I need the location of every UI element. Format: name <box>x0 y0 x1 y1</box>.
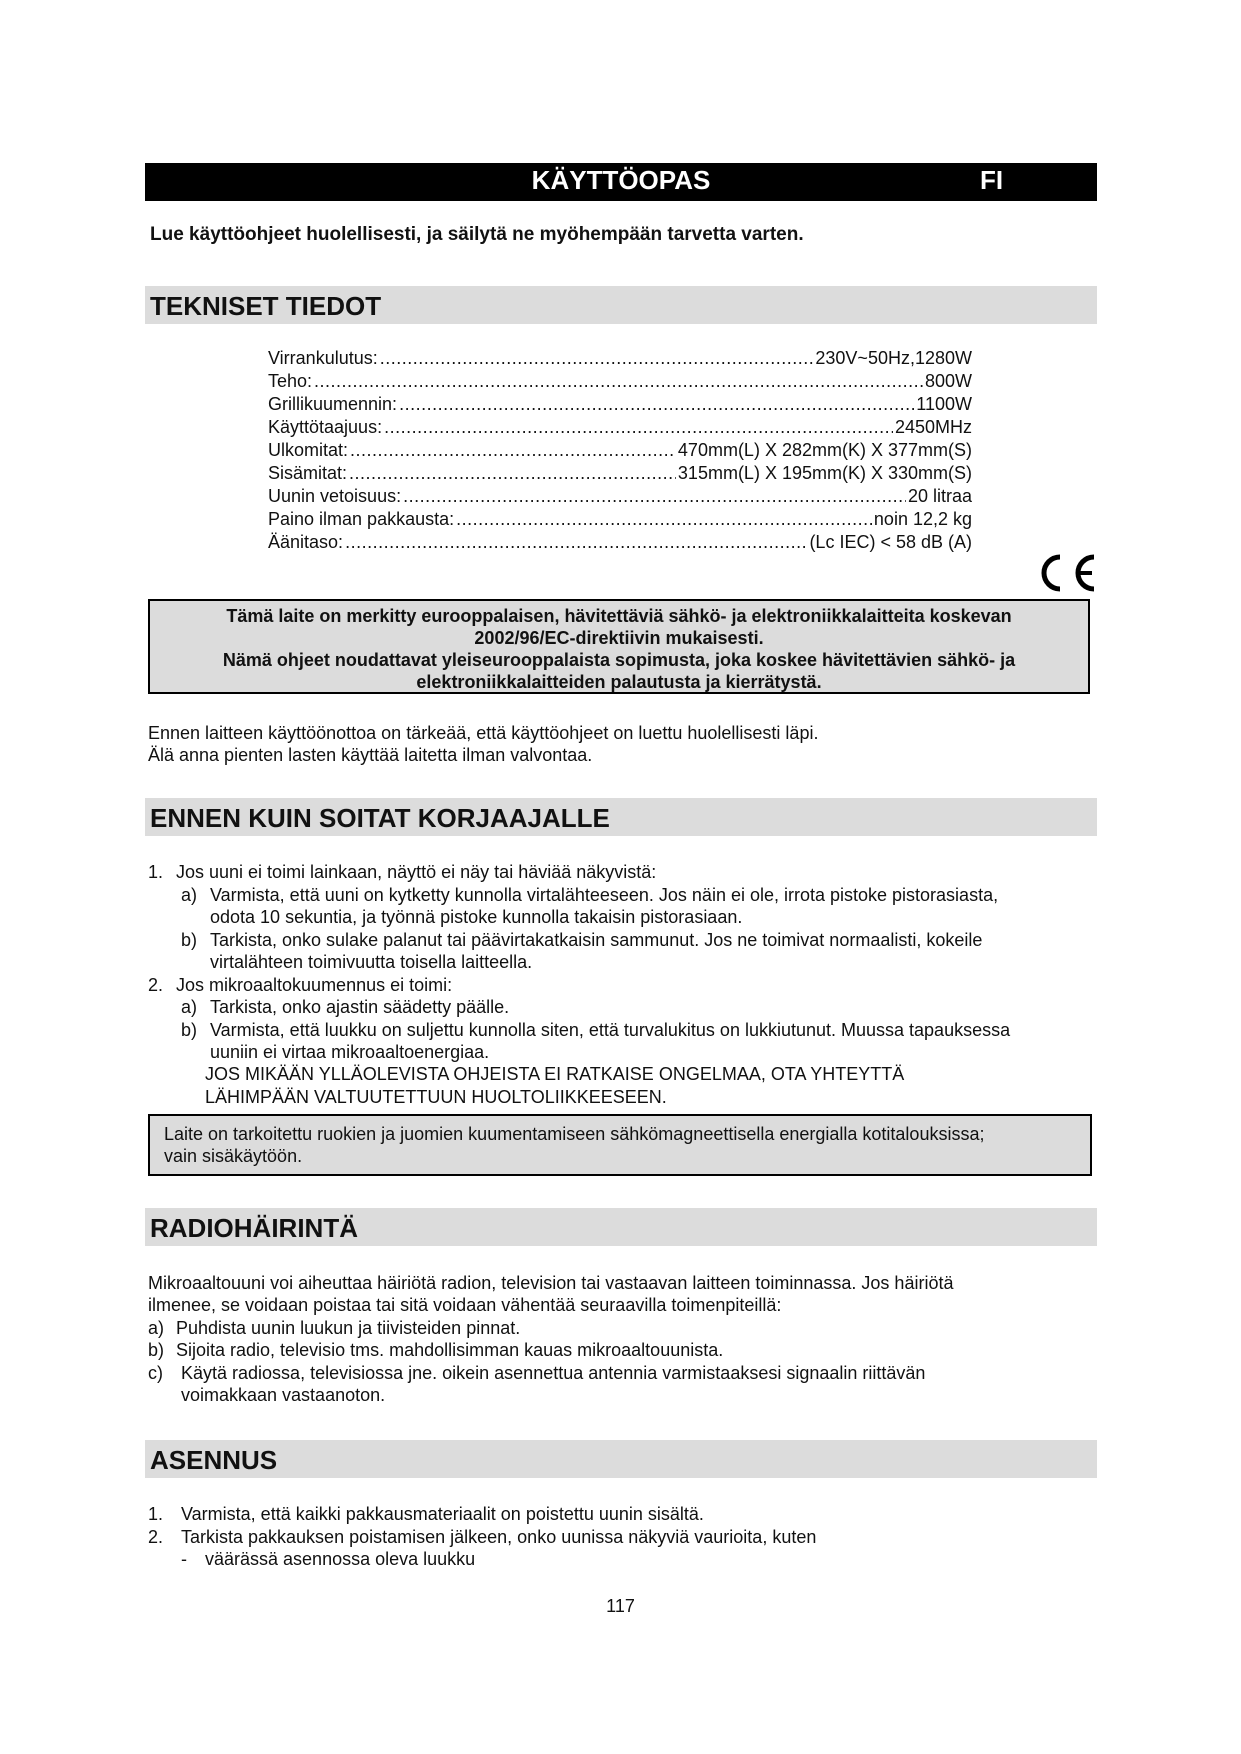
intro-text: Lue käyttöohjeet huolellisesti, ja säilytä ne myöhempään tarvetta varten. <box>150 224 804 245</box>
title-bar <box>145 163 1097 201</box>
section-header-install <box>145 1440 1097 1478</box>
section-title: ASENNUS <box>150 1445 278 1475</box>
install-item-2-text: Tarkista pakkauksen poistamisen jälkeen, onko uunissa näkyviä vaurioita, kuten <box>181 1527 817 1547</box>
repair-item-2b-line: Varmista, että luukku on suljettu kunnolla siten, että turvalukitus on lukkiutunut. Muussa tapauksessa <box>210 1020 1011 1040</box>
section-title: ENNEN KUIN SOITAT KORJAAJALLE <box>150 803 610 833</box>
section-title: TEKNISET TIEDOT <box>150 291 382 321</box>
household-line: Laite on tarkoitettu ruokien ja juomien kuumentamiseen sähkömagneettisella energialla kotitalouksissa; <box>164 1124 985 1144</box>
radio-item-b-text: Sijoita radio, televisio tms. mahdollisimman kauas mikroaaltouunista. <box>176 1340 724 1360</box>
section-header-tech <box>145 286 1097 324</box>
radio-item-a-letter: a) <box>148 1318 165 1338</box>
repair-item-1a-line: Varmista, että uuni on kytketty kunnolla virtalähteeseen. Jos näin ei ole, irrota pistoke pistorasiasta, <box>210 885 999 905</box>
notice-line: Tämä laite on merkitty eurooppalaisen, hävitettäviä sähkö- ja elektroniikkalaitteita koskevan <box>226 606 1012 626</box>
repair-item-1b-line: virtalähteen toimivuutta toisella laitteella. <box>210 952 533 972</box>
install-item-1-number: 1. <box>148 1504 164 1524</box>
spec-row: Sisämitat: ..... 315mm(L) X 195mm(K) X 330mm(S) <box>268 463 972 485</box>
repair-item-1a-line: odota 10 sekuntia, ja työnnä pistoke kunnolla takaisin pistorasiaan. <box>210 907 743 927</box>
ce-mark-icon <box>1030 553 1100 593</box>
household-use-box <box>148 1114 1092 1176</box>
radio-paragraph-line: Mikroaaltouuni voi aiheuttaa häiriötä radion, television tai vastaavan laitteen toiminnassa. Jos häiriötä <box>148 1273 954 1293</box>
weee-notice-box <box>148 599 1090 694</box>
install-sub-text: väärässä asennossa oleva luukku <box>205 1549 476 1569</box>
section-title: RADIOHÄIRINTÄ <box>150 1213 358 1243</box>
page-number: 117 <box>606 1596 635 1616</box>
radio-item-c-line: Käytä radiossa, televisiossa jne. oikein asennettua antennia varmistaaksesi signaalin riittävän <box>181 1363 926 1383</box>
repair-item-2a-line: Tarkista, onko ajastin säädetty päälle. <box>210 997 510 1017</box>
spec-row: Ulkomitat: ..... 470mm(L) X 282mm(K) X 377mm(S) <box>268 440 972 462</box>
household-line: vain sisäkäytöön. <box>164 1146 303 1166</box>
install-item-2-number: 2. <box>148 1527 164 1547</box>
radio-item-b-letter: b) <box>148 1340 165 1360</box>
spec-row: Teho: ..... 800W <box>268 371 972 393</box>
radio-item-c-letter: c) <box>148 1363 163 1383</box>
spec-row: Käyttötaajuus: ..... 2450MHz <box>268 417 972 439</box>
spec-row: Uunin vetoisuus: ..... 20 litraa <box>268 486 972 508</box>
spec-row: Virrankulutus: ..... 230V~50Hz,1280W <box>268 348 972 370</box>
repair-item-2-text: Jos mikroaaltokuumennus ei toimi: <box>176 975 453 995</box>
spec-row: Paino ilman pakkausta: ..... noin 12,2 kg <box>268 509 972 531</box>
page-title: KÄYTTÖOPAS <box>531 165 711 195</box>
spec-row: Äänitaso: ..... (Lc IEC) < 58 dB (A) <box>268 532 972 554</box>
spec-row: Grillikuumennin: ..... 1100W <box>268 394 972 416</box>
language-code: FI <box>980 165 1004 195</box>
repair-warning-line: LÄHIMPÄÄN VALTUUTETTUUN HUOLTOLIIKKEESEEN. <box>205 1087 667 1107</box>
repair-item-1a-letter: a) <box>181 885 198 905</box>
before-use-line: Ennen laitteen käyttöönottoa on tärkeää, että käyttöohjeet on luettu huolellisesti läpi. <box>148 723 819 743</box>
radio-paragraph-line: ilmenee, se voidaan poistaa tai sitä voidaan vähentää seuraavilla toimenpiteillä: <box>148 1295 782 1315</box>
section-header-radio <box>145 1208 1097 1246</box>
install-item-1-text: Varmista, että kaikki pakkausmateriaalit on poistettu uunin sisältä. <box>181 1504 704 1524</box>
notice-line: elektroniikkalaitteiden palautusta ja kierrätystä. <box>416 672 822 692</box>
repair-item-1b-line: Tarkista, onko sulake palanut tai päävirtakatkaisin sammunut. Jos ne toimivat normaalisti, kokeile <box>210 930 983 950</box>
repair-warning-line: JOS MIKÄÄN YLLÄOLEVISTA OHJEISTA EI RATKAISE ONGELMAA, OTA YHTEYTTÄ <box>205 1064 905 1084</box>
repair-item-1-text: Jos uuni ei toimi lainkaan, näyttö ei näy tai häviää näkyvistä: <box>176 862 657 882</box>
repair-item-1b-letter: b) <box>181 930 198 950</box>
notice-line: 2002/96/EC-direktiivin mukaisesti. <box>474 628 764 648</box>
repair-item-2a-letter: a) <box>181 997 198 1017</box>
radio-item-c-line: voimakkaan vastaanoton. <box>181 1385 386 1405</box>
install-sub-dash: - <box>181 1549 187 1569</box>
notice-line: Nämä ohjeet noudattavat yleiseurooppalaista sopimusta, joka koskee hävitettävien sähkö- ja <box>222 650 1016 670</box>
before-use-line: Älä anna pienten lasten käyttää laitetta ilman valvontaa. <box>148 745 593 765</box>
radio-item-a-text: Puhdista uunin luukun ja tiivisteiden pinnat. <box>176 1318 521 1338</box>
repair-item-2b-line: uuniin ei virtaa mikroaaltoenergiaa. <box>210 1042 490 1062</box>
section-header-repair <box>145 798 1097 836</box>
repair-item-2b-letter: b) <box>181 1020 198 1040</box>
repair-item-2-number: 2. <box>148 975 164 995</box>
repair-item-1-number: 1. <box>148 862 164 882</box>
